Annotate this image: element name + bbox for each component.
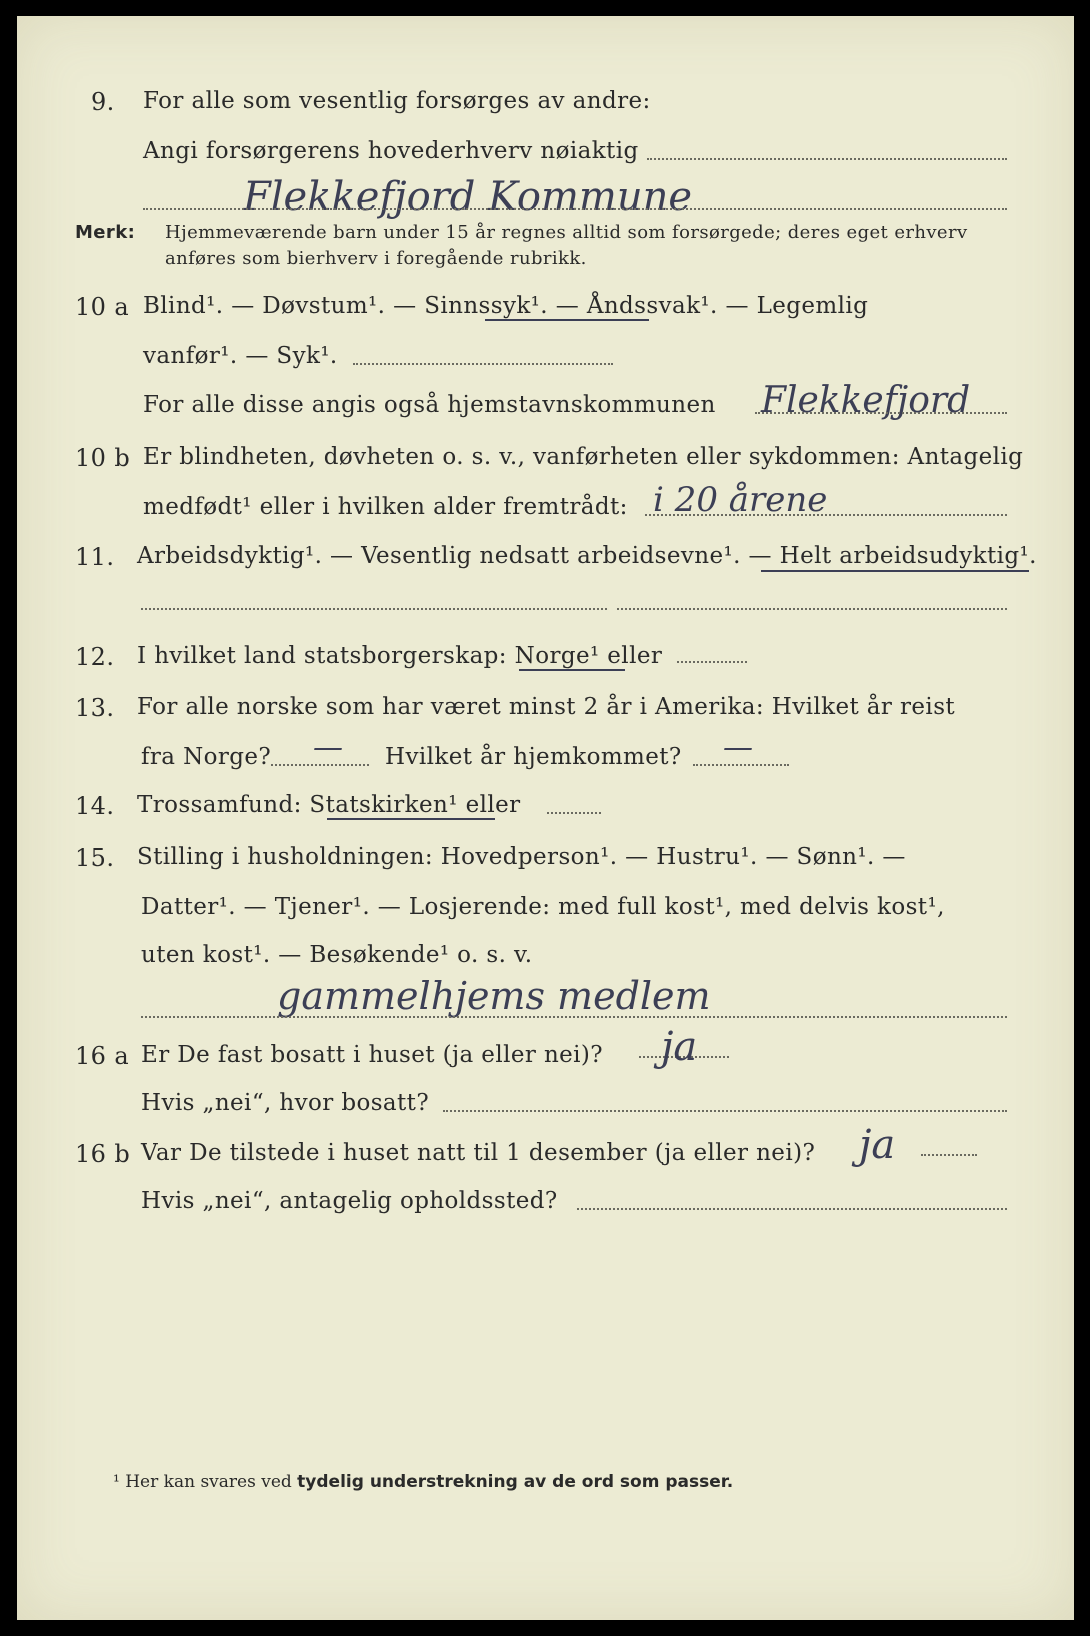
q15-dots <box>141 1016 1007 1018</box>
q16b-dots-2 <box>577 1208 1007 1210</box>
q10a-handwritten-answer[interactable]: Flekkefjord <box>761 380 971 421</box>
q12-dots <box>677 661 747 663</box>
q15-text-2: Datter¹. — Tjener¹. — Losjerende: med full kost¹, med delvis kost¹, <box>141 894 945 920</box>
q15-text-1: Stilling i husholdningen: Hovedperson¹. — Hustru¹. — Sønn¹. — <box>137 844 906 870</box>
q10a-text-2: vanfør¹. — Syk¹. <box>143 343 338 369</box>
q16b-number: 16 b <box>75 1140 131 1168</box>
q10a-underline-sinnssyk <box>485 319 649 321</box>
q13-text-2a: fra Norge? <box>141 744 272 770</box>
q16b-dots-1 <box>921 1154 977 1156</box>
q11-underline-helt-arbeidsudyktig <box>761 570 1029 572</box>
q15-number: 15. <box>75 844 115 872</box>
q13-handwritten-answer-a[interactable]: — <box>313 730 343 765</box>
q10b-text-2: medfødt¹ eller i hvilken alder fremtrådt: <box>143 494 628 520</box>
q13-handwritten-answer-b[interactable]: — <box>723 730 753 765</box>
q9-text-1: For alle som vesentlig forsørges av andre: <box>143 88 651 114</box>
q16a-text-2: Hvis „nei“, hvor bosatt? <box>141 1090 430 1116</box>
q15-handwritten-answer[interactable]: gammelhjems medlem <box>277 974 711 1018</box>
q10b-text-1: Er blindheten, døvheten o. s. v., vanførheten eller sykdommen: Antagelig <box>143 444 1024 470</box>
q11-text-1: Arbeidsdyktig¹. — Vesentlig nedsatt arbeidsevne¹. — Helt arbeidsudyktig¹. <box>137 543 1037 569</box>
q9-answer-dots-1 <box>647 158 1007 160</box>
q13-text-2b: Hvilket år hjemkommet? <box>385 744 682 770</box>
q10a-dots-1 <box>353 363 613 365</box>
q10a-number: 10 a <box>75 293 130 321</box>
q14-text-1: Trossamfund: Statskirken¹ eller <box>137 792 521 818</box>
q15-text-3: uten kost¹. — Besøkende¹ o. s. v. <box>141 942 533 968</box>
q12-number: 12. <box>75 643 115 671</box>
q14-underline-statskirken <box>327 818 495 820</box>
q13-number: 13. <box>75 694 115 722</box>
q14-number: 14. <box>75 792 115 820</box>
q16a-handwritten-answer[interactable]: ja <box>661 1024 698 1070</box>
q16a-dots-2 <box>443 1110 1007 1112</box>
q10b-dots <box>645 514 1007 516</box>
q12-underline-norge <box>519 669 625 671</box>
merk-label: Merk: <box>75 222 136 243</box>
footnote <box>113 1472 733 1492</box>
q16b-text-1: Var De tilstede i huset natt til 1 desember (ja eller nei)? <box>141 1140 816 1166</box>
q9-text-2: Angi forsørgerens hovederhverv nøiaktig <box>143 138 639 164</box>
merk-text-2: anføres som bierhverv i foregående rubrikk. <box>165 248 587 269</box>
q9-answer-dots-2 <box>143 208 1007 210</box>
q11-dots-2 <box>617 608 1007 610</box>
q13-text-1: For alle norske som har været minst 2 år i Amerika: Hvilket år reist <box>137 694 956 720</box>
footnote-mark: ¹ <box>113 1472 120 1492</box>
q11-dots-1 <box>141 608 607 610</box>
q9-handwritten-answer[interactable]: Flekkefjord Kommune <box>243 174 693 220</box>
q10a-text-1: Blind¹. — Døvstum¹. — Sinnssyk¹. — Åndssvak¹. — Legemlig <box>143 293 869 319</box>
footnote-text-a: Her kan svares ved <box>125 1472 292 1492</box>
q16b-text-2: Hvis „nei“, antagelig opholdssted? <box>141 1188 558 1214</box>
q10b-number: 10 b <box>75 444 131 472</box>
q16a-number: 16 a <box>75 1042 130 1070</box>
q11-number: 11. <box>75 543 115 571</box>
q9-number: 9. <box>91 88 115 116</box>
q16b-handwritten-answer[interactable]: ja <box>859 1122 896 1168</box>
q10b-handwritten-answer[interactable]: i 20 årene <box>653 480 828 520</box>
census-form-page <box>17 16 1074 1620</box>
q14-dots <box>547 812 601 814</box>
footnote-text-b: tydelig understrekning av de ord som passer. <box>297 1472 734 1492</box>
q16a-text-1: Er De fast bosatt i huset (ja eller nei)? <box>141 1042 604 1068</box>
q10a-text-3: For alle disse angis også hjemstavnskommunen <box>143 392 716 418</box>
q10a-dots-2 <box>755 412 1007 414</box>
merk-text-1: Hjemmeværende barn under 15 år regnes alltid som forsørgede; deres eget erhverv <box>165 222 968 243</box>
q12-text-1: I hvilket land statsborgerskap: Norge¹ eller <box>137 643 663 669</box>
